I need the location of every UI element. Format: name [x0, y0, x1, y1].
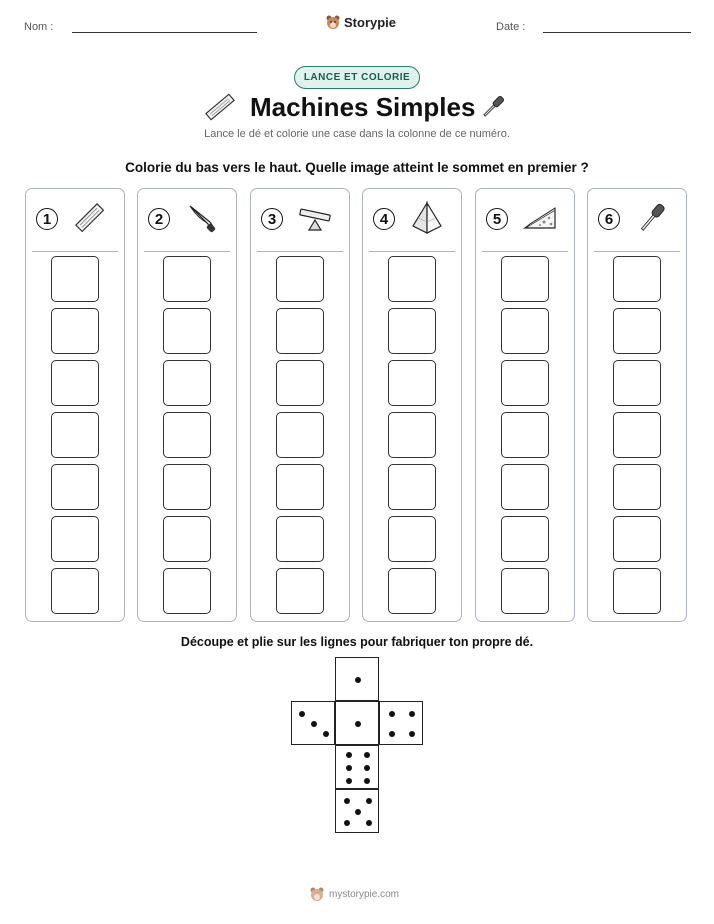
column-number: 1	[36, 208, 58, 230]
plank-title-icon	[203, 92, 237, 122]
color-box[interactable]	[276, 464, 324, 510]
column-number: 3	[261, 208, 283, 230]
die-pip	[364, 778, 370, 784]
activity-badge: LANCE ET COLORIE	[294, 66, 420, 89]
column-divider	[257, 251, 343, 252]
die-pip	[299, 711, 305, 717]
die-pip	[346, 778, 352, 784]
color-box[interactable]	[613, 308, 661, 354]
plank-icon	[72, 200, 108, 236]
die-pip	[364, 752, 370, 758]
die-face-6	[335, 745, 379, 789]
badge-wrap	[0, 66, 714, 89]
column-divider	[144, 251, 230, 252]
die-pip	[366, 798, 372, 804]
roll-column-4	[362, 188, 462, 622]
name-label: Nom :	[24, 21, 54, 33]
die-pip	[344, 798, 350, 804]
footer	[309, 886, 399, 902]
color-box[interactable]	[613, 256, 661, 302]
roll-column-3	[250, 188, 350, 622]
brand-logo	[325, 14, 396, 30]
color-box[interactable]	[388, 516, 436, 562]
lever-icon	[297, 200, 333, 236]
color-box[interactable]	[51, 308, 99, 354]
color-box[interactable]	[613, 516, 661, 562]
page-title: Machines Simples	[250, 92, 476, 122]
date-label: Date :	[496, 21, 526, 33]
column-number: 6	[598, 208, 620, 230]
die-pip	[355, 721, 361, 727]
color-box[interactable]	[388, 568, 436, 614]
color-box[interactable]	[501, 516, 549, 562]
roll-column-5	[475, 188, 575, 622]
die-pip	[389, 711, 395, 717]
die-face-1	[335, 701, 379, 745]
die-face-4	[379, 701, 423, 745]
column-number: 2	[148, 208, 170, 230]
footer-url[interactable]: mystorypie.com	[329, 888, 400, 900]
color-box[interactable]	[388, 464, 436, 510]
color-box[interactable]	[501, 568, 549, 614]
color-box[interactable]	[276, 256, 324, 302]
color-box[interactable]	[388, 256, 436, 302]
die-pip	[323, 731, 329, 737]
knife-icon	[184, 200, 220, 236]
color-box[interactable]	[613, 464, 661, 510]
bear-logo-icon	[325, 14, 341, 30]
color-box[interactable]	[276, 308, 324, 354]
color-box[interactable]	[388, 308, 436, 354]
color-box[interactable]	[276, 412, 324, 458]
die-pip	[366, 820, 372, 826]
bear-footer-icon	[309, 886, 325, 902]
die-pip	[389, 731, 395, 737]
color-box[interactable]	[276, 516, 324, 562]
color-box[interactable]	[51, 568, 99, 614]
color-box[interactable]	[163, 256, 211, 302]
die-pip	[355, 677, 361, 683]
roll-column-2	[137, 188, 237, 622]
color-box[interactable]	[51, 516, 99, 562]
color-box[interactable]	[613, 360, 661, 406]
die-pip	[409, 711, 415, 717]
date-line[interactable]	[543, 32, 691, 33]
column-divider	[32, 251, 118, 252]
die-pip	[346, 752, 352, 758]
column-divider	[369, 251, 455, 252]
wedge-icon	[522, 200, 558, 236]
color-box[interactable]	[51, 360, 99, 406]
color-box[interactable]	[501, 412, 549, 458]
color-box[interactable]	[388, 360, 436, 406]
color-box[interactable]	[613, 412, 661, 458]
color-box[interactable]	[163, 516, 211, 562]
color-box[interactable]	[613, 568, 661, 614]
die-pip	[364, 765, 370, 771]
color-box[interactable]	[276, 568, 324, 614]
brand-name: Storypie	[344, 14, 397, 30]
color-box[interactable]	[51, 412, 99, 458]
column-number: 5	[486, 208, 508, 230]
color-box[interactable]	[501, 256, 549, 302]
color-box[interactable]	[163, 464, 211, 510]
color-box[interactable]	[501, 308, 549, 354]
color-box[interactable]	[501, 360, 549, 406]
die-pip	[346, 765, 352, 771]
die-pip	[344, 820, 350, 826]
pyramid-icon	[409, 200, 445, 236]
roll-column-6	[587, 188, 687, 622]
game-instruction: Colorie du bas vers le haut. Quelle image atteint le sommet en premier ?	[125, 160, 589, 175]
color-box[interactable]	[163, 308, 211, 354]
color-box[interactable]	[163, 568, 211, 614]
die-face-1	[335, 657, 379, 701]
name-line[interactable]	[72, 32, 257, 33]
column-divider	[594, 251, 680, 252]
die-face-3	[291, 701, 335, 745]
screwdriver-icon	[634, 200, 670, 236]
column-number: 4	[373, 208, 395, 230]
color-box[interactable]	[51, 464, 99, 510]
die-face-5	[335, 789, 379, 833]
color-box[interactable]	[51, 256, 99, 302]
page-subtitle: Lance le dé et colorie une case dans la colonne de ce numéro.	[204, 128, 510, 140]
color-box[interactable]	[388, 412, 436, 458]
color-box[interactable]	[276, 360, 324, 406]
color-box[interactable]	[163, 412, 211, 458]
color-box[interactable]	[163, 360, 211, 406]
die-pip	[409, 731, 415, 737]
column-divider	[482, 251, 568, 252]
color-box[interactable]	[501, 464, 549, 510]
die-pip	[355, 809, 361, 815]
die-pip	[311, 721, 317, 727]
screwdriver-title-icon	[478, 92, 508, 122]
roll-column-1	[25, 188, 125, 622]
dice-instruction: Découpe et plie sur les lignes pour fabriquer ton propre dé.	[180, 635, 534, 649]
